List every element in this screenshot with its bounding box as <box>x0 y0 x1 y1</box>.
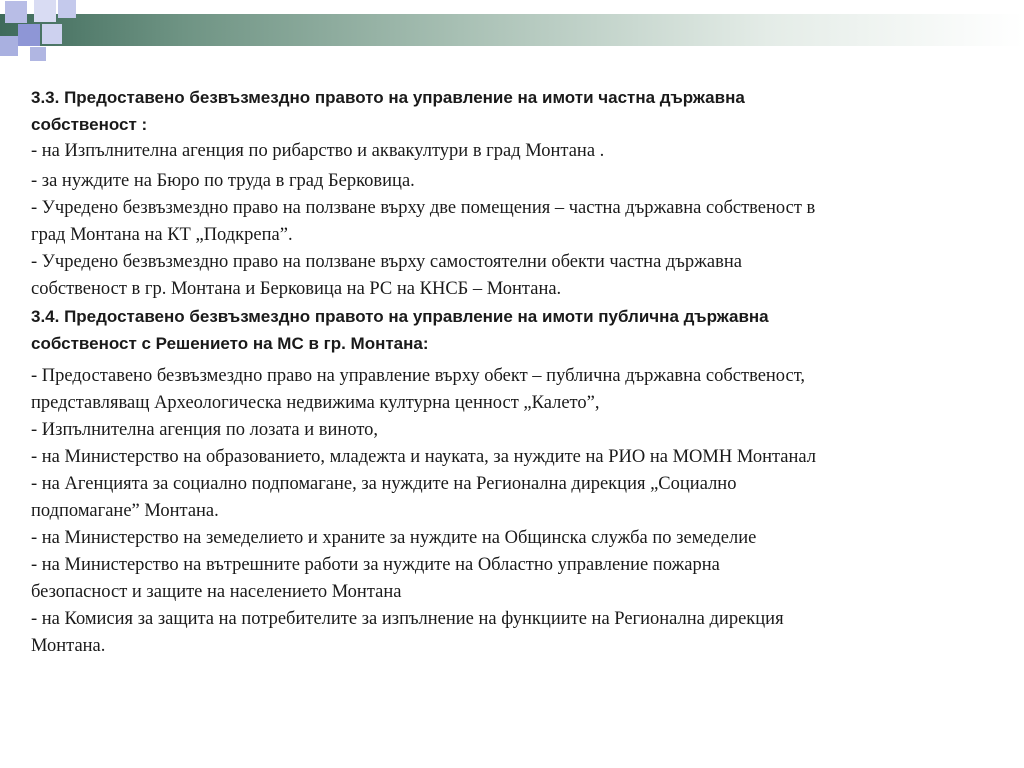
section-3-3-heading-cont: собственост : <box>31 115 148 134</box>
list-item: - Учредено безвъзмездно право на ползване върху две помещения – частна държавна собственост в <box>31 198 816 218</box>
list-item: - Учредено безвъзмездно право на ползване върху самостоятелни обекти частна държавна <box>31 252 742 272</box>
section-3-4-heading-cont: собственост с Решението на МС в гр. Монтана: <box>31 334 429 353</box>
decor-square <box>5 1 27 23</box>
list-item: - Изпълнителна агенция по лозата и виното, <box>31 420 379 440</box>
list-item: - на Комисия за защита на потребителите за изпълнение на функциите на Регионална дирекция <box>31 609 784 629</box>
list-item: - на Изпълнителна агенция по рибарство и аквакултури в град Монтана . <box>31 141 605 161</box>
decor-square <box>58 0 76 18</box>
list-item: - Предоставено безвъзмездно право на управление върху обект – публична държавна собственост, <box>31 366 806 386</box>
decor-square <box>0 36 18 56</box>
decor-square <box>18 24 40 46</box>
list-item: - на Министерство на образованието, младежта и науката, за нуждите на РИО на МОМН Монтанал <box>31 447 817 467</box>
list-item: Монтана. <box>31 636 106 656</box>
decor-square <box>42 24 62 44</box>
list-item: - на Министерство на вътрешните работи за нуждите на Областно управление пожарна <box>31 555 720 575</box>
list-item: безопасност и защите на населението Монтана <box>31 582 402 602</box>
decor-square <box>34 0 56 22</box>
list-item: - за нуждите на Бюро по труда в град Берковица. <box>31 171 415 191</box>
header-gradient-bar <box>0 14 1024 46</box>
decor-square <box>30 47 46 61</box>
list-item: - на Министерство на земеделието и храните за нуждите на Общинска служба по земеделие <box>31 528 757 548</box>
list-item: град Монтана на КТ „Подкрепа”. <box>31 225 293 245</box>
slide-body <box>31 84 1001 660</box>
section-3-4-heading: 3.4. Предоставено безвъзмездно правото на управление на имоти публична държавна <box>31 307 769 326</box>
section-3-3-heading: 3.3. Предоставено безвъзмездно правото на управление на имоти частна държавна <box>31 88 745 107</box>
list-item: - на Агенцията за социално подпомагане, за нуждите на Регионална дирекция „Социално <box>31 474 737 494</box>
list-item: представляващ Археологическа недвижима културна ценност „Калето”, <box>31 393 600 413</box>
list-item: подпомагане” Монтана. <box>31 501 219 521</box>
list-item: собственост в гр. Монтана и Берковица на РС на КНСБ – Монтана. <box>31 279 562 299</box>
